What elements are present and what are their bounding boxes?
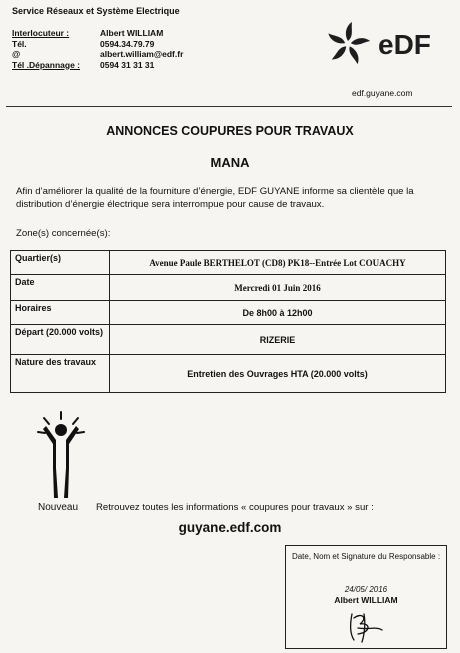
contact-row-tel (12, 39, 183, 50)
page-title: ANNONCES COUPURES POUR TRAVAUX (106, 124, 354, 138)
table-row (11, 325, 446, 355)
contact-row-interlocuteur (12, 28, 183, 39)
contact-value: Albert WILLIAM (100, 28, 164, 38)
table-row (11, 355, 446, 393)
contact-label: Tél .Dépannage : (12, 59, 81, 70)
service-name: Service Réseaux et Système Electrique (12, 6, 180, 16)
zones-label: Zone(s) concernée(s): (16, 228, 111, 239)
edf-logo (324, 18, 444, 74)
person-icon (36, 410, 86, 500)
table-key: Nature des travaux (11, 355, 110, 393)
signature-scribble (344, 610, 388, 644)
contact-label: Interlocuteur : (12, 28, 70, 38)
info-text: Retrouvez toutes les informations « coupures pour travaux » sur : (96, 502, 374, 513)
contact-value: albert.william@edf.fr (100, 49, 184, 59)
contact-label: Tél. (12, 38, 27, 49)
contact-row-depannage (12, 60, 183, 71)
signature-date: 24/05/ 2016 (344, 585, 388, 594)
table-value: Mercredi 01 Juin 2016 (110, 275, 446, 301)
table-key: Horaires (11, 301, 110, 325)
contact-value: 0594.34.79.79 (100, 38, 155, 49)
logo-website: edf.guyane.com (352, 88, 413, 98)
outage-table (10, 250, 446, 393)
table-row (11, 275, 446, 301)
table-value: De 8h00 à 12h00 (110, 301, 446, 325)
table-value: Entretien des Ouvrages HTA (20.000 volts) (110, 355, 446, 393)
contact-label: @ (12, 49, 21, 59)
intro-paragraph: Afin d’améliorer la qualité de la fourniture d’énergie, EDF GUYANE informe sa clientèle que la distribution d’énergie électrique sera interrompue pour cause de travaux. (16, 186, 414, 210)
page-subtitle: MANA (210, 155, 250, 170)
website-link[interactable]: guyane.edf.com (178, 520, 282, 535)
signature-box (285, 545, 447, 649)
table-row (11, 251, 446, 275)
table-key: Départ (20.000 volts) (11, 325, 110, 355)
header-divider (6, 106, 452, 107)
contact-value: 0594 31 31 31 (100, 59, 155, 70)
signature-name: Albert WILLIAM (334, 595, 398, 605)
signature-title: Date, Nom et Signature du Responsable : (291, 552, 441, 561)
nouveau-label: Nouveau (38, 502, 79, 513)
table-row (11, 301, 446, 325)
logo-text: eDF (378, 29, 431, 60)
contact-block (12, 28, 183, 70)
table-value: RIZERIE (110, 325, 446, 355)
table-key: Date (11, 275, 110, 301)
table-key: Quartier(s) (11, 251, 110, 275)
contact-row-email (12, 49, 183, 60)
table-value: Avenue Paule BERTHELOT (CD8) PK18--Entrée Lot COUACHY (110, 251, 446, 275)
